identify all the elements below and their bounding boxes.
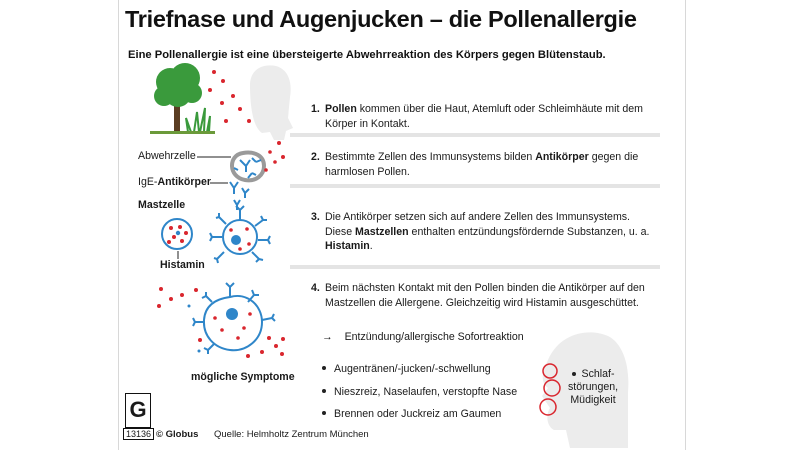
step-text: enthalten entzündungsfördernde Substanzen, u. a.: [408, 225, 650, 238]
step-text: .: [369, 240, 373, 252]
step-keyword: Histamin: [325, 240, 370, 252]
step-4: [311, 281, 651, 310]
globus-logo-letter: G: [129, 397, 147, 422]
head-silhouette-top: [250, 65, 293, 140]
step-text: Die Antikörper setzen sich auf andere Zellen des Immunsystems. Diese: [325, 211, 631, 238]
arrow-right-icon: →: [322, 331, 333, 343]
step-divider: [290, 184, 660, 188]
step-divider: [290, 133, 660, 137]
ige-antibodies: [230, 182, 249, 210]
reaction-text: Entzündung/allergische Sofortreaktion: [344, 331, 524, 343]
side-symptom-line: störungen,: [568, 381, 619, 393]
bullet-icon: [572, 372, 576, 376]
step-1: [311, 102, 651, 131]
bullet-icon: [322, 366, 326, 370]
side-symptom-line: Müdigkeit: [570, 394, 616, 406]
label-abwehrzelle: Abwehrzelle: [138, 150, 196, 162]
symptom-item: [322, 386, 517, 398]
step-3: [311, 210, 651, 254]
step-divider: [290, 265, 660, 269]
symptom-item: [322, 363, 491, 375]
bullet-icon: [322, 389, 326, 393]
step-2: [311, 150, 651, 179]
step-number: 2.: [311, 151, 320, 163]
mastzelle-armed: [210, 206, 270, 263]
tree-illustration: [150, 63, 215, 134]
step-number: 3.: [311, 211, 320, 223]
footer-brand: © Globus: [156, 429, 199, 440]
step-number: 4.: [311, 282, 320, 294]
step-keyword: Antikörper: [535, 151, 589, 163]
label-symptome: mögliche Symptome: [191, 371, 295, 383]
symptom-item: [322, 408, 501, 420]
label-ige-antikoerper: [138, 176, 211, 188]
step-text: Beim nächsten Kontakt mit den Pollen binden die Antikörper auf den Mastzellen die Allergene. Gleichzeitig wird Histamin ausgeschüttet.: [325, 282, 645, 309]
graphic-number: 13136: [123, 428, 154, 440]
symptom-text: Brennen oder Juckreiz am Gaumen: [334, 408, 502, 420]
reaction-line: [322, 331, 524, 343]
side-symptom: [568, 368, 618, 407]
label-ige-bold: Antikörper: [157, 176, 212, 188]
step-text: Bestimmte Zellen des Immunsystems bilden: [325, 151, 536, 163]
side-symptom-line: Schlaf-: [581, 368, 615, 380]
symptom-text: Augentränen/-jucken/-schwellung: [334, 363, 491, 375]
footer-source: Quelle: Helmholtz Zentrum München: [214, 429, 369, 440]
step-keyword: Pollen: [325, 103, 357, 115]
step-number: 1.: [311, 103, 320, 115]
label-ige-prefix: IgE-: [138, 176, 158, 188]
abwehrzelle-illustration: [232, 150, 277, 180]
symptom-text: Nieszreiz, Naselaufen, verstopfte Nase: [334, 386, 518, 398]
step-text: gegen die harmlosen Pollen.: [325, 151, 639, 178]
page-subtitle: Eine Pollenallergie ist eine übersteigerte Abwehrreaktion des Körpers gegen Blütenstaub.: [128, 49, 606, 61]
step-text: kommen über die Haut, Atemluft oder Schleimhäute mit dem Körper in Kontakt.: [325, 103, 643, 130]
globus-logo: [125, 393, 151, 428]
page-title: Triefnase und Augenjucken – die Pollenallergie: [125, 6, 637, 32]
mastzelle-small: [162, 219, 192, 249]
mastzelle-activated: [157, 283, 285, 358]
label-histamin: Histamin: [160, 259, 205, 271]
step-keyword: Mastzellen: [355, 225, 409, 238]
bullet-icon: [322, 411, 326, 415]
label-mastzelle: Mastzelle: [138, 199, 186, 211]
